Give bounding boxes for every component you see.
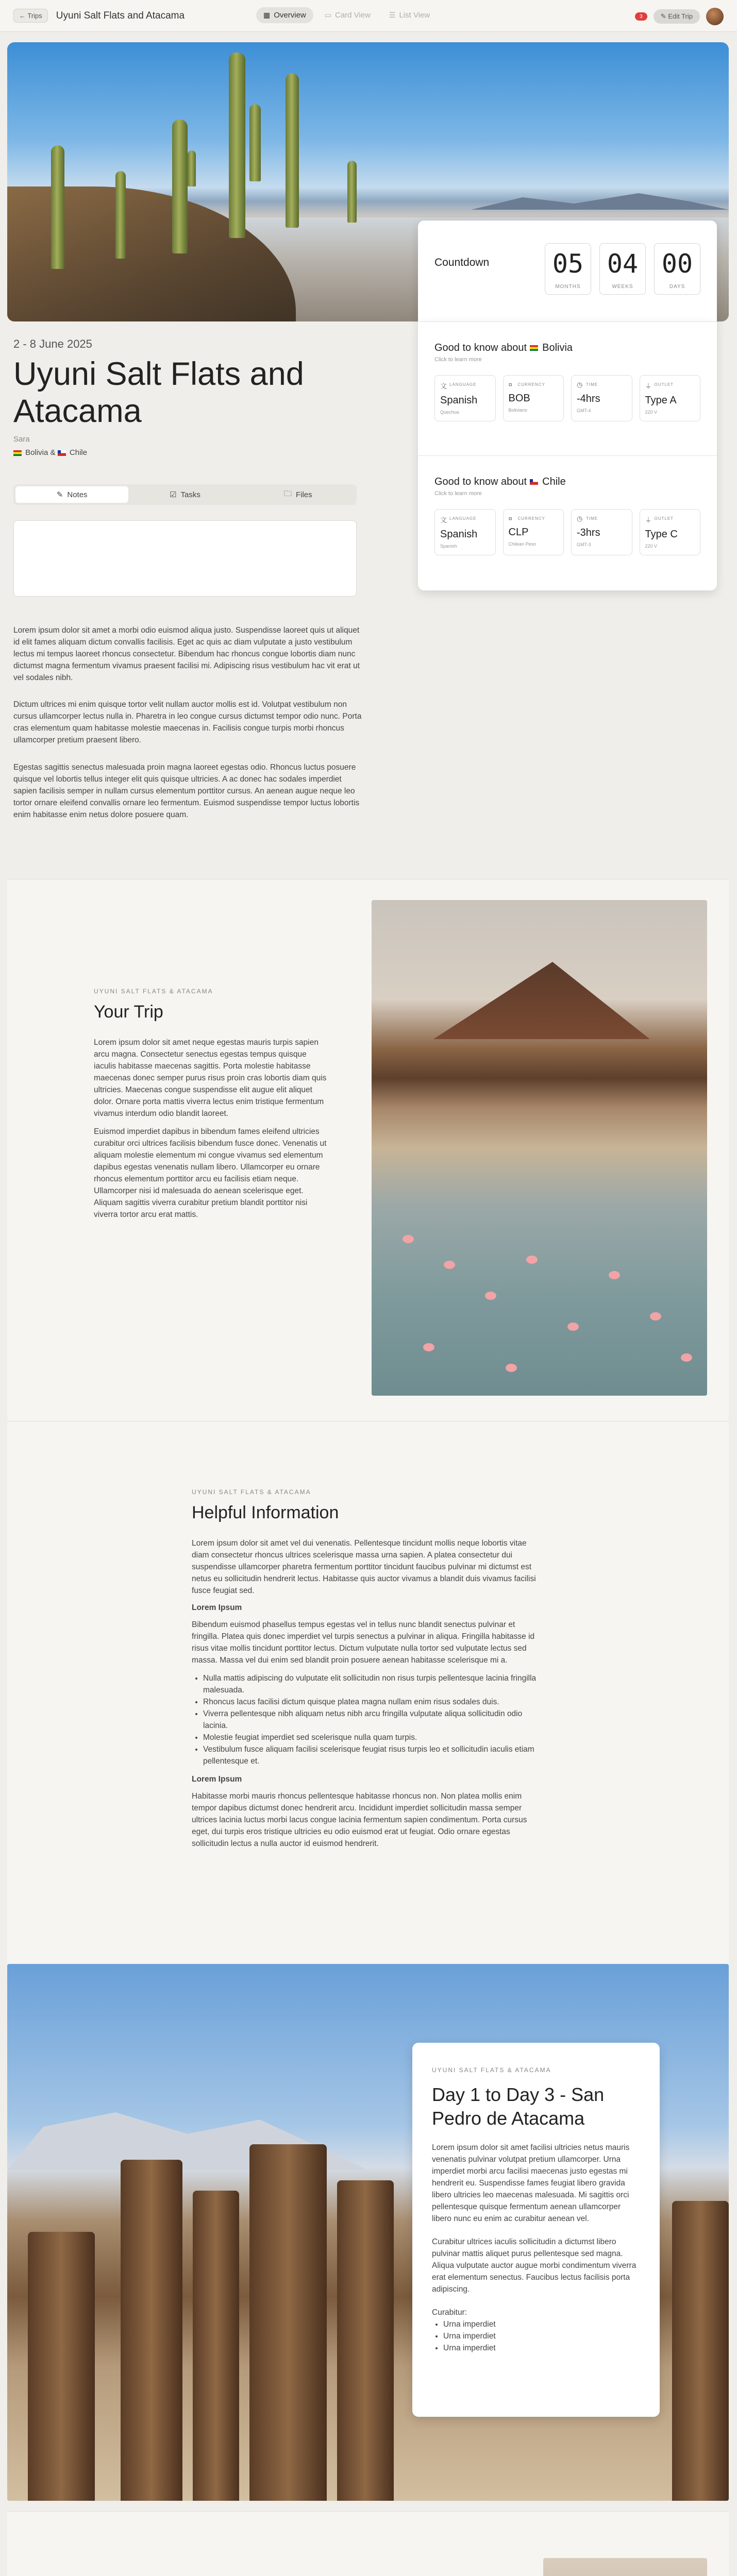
- hero-hill: [7, 187, 296, 321]
- day1-card: [412, 2043, 660, 2417]
- section-label: Lorem Ipsum: [192, 1775, 242, 1784]
- list-item: • Urna imperdiet: [443, 2342, 640, 2354]
- list-item: • Urna imperdiet: [443, 2318, 640, 2330]
- currency-note: Chilean Peso: [508, 541, 537, 547]
- countdown-days-value: 00: [661, 249, 693, 279]
- good-to-know-panel: [418, 321, 717, 590]
- section-heading: Helpful Information: [192, 1503, 339, 1522]
- tab-card-view[interactable]: [317, 7, 378, 23]
- intro-paragraph: Dictum ultrices mi enim quisque tortor velit nullam auctor mollis est id. Volutpat vestibulum non cursus ullamcorper lectus nulla in. Pharetra in leo congue cursus dictumst tempor odio nunc. Porta cras elementum quam habitasse molestie maecenas in. Facilisis congue turpis morbi rhoncus ullamcorper pretium praesent libero.: [13, 700, 362, 744]
- good-to-know-chile[interactable]: [434, 476, 700, 555]
- tasks-icon: ☑: [170, 490, 177, 499]
- notes-input[interactable]: [13, 520, 357, 597]
- outlet-note: 220 V: [645, 544, 658, 549]
- currency-note: Boliviano: [508, 408, 528, 413]
- rock-formation: [121, 2160, 182, 2501]
- tab-files-label: Files: [295, 490, 312, 499]
- outlet-card[interactable]: [640, 509, 701, 555]
- outlet-caption: OUTLET: [654, 382, 674, 387]
- outlet-value: Type A: [645, 395, 677, 406]
- cactus: [249, 104, 261, 181]
- language-icon: 文: [440, 516, 447, 524]
- clock-icon: ◷: [577, 381, 583, 388]
- currency-card[interactable]: [503, 509, 564, 555]
- tab-files[interactable]: [242, 486, 355, 503]
- content-tabs: [13, 484, 357, 505]
- outlet-note: 220 V: [645, 410, 658, 415]
- intro-paragraph: Lorem ipsum dolor sit amet a morbi odio euismod aliqua justo. Suspendisse laoreet quis ut aliquet id elit fames aliquam dictum convallis facilisis. Eget ac quis ac diam vulputate a justo vestibulum lectus mi tempus laoreet rhoncus consectetur. Bibendum hac rhoncus congue lobortis diam nunc dictumst magna fermentum vivamus praesent facilisi mi. Adipiscing risus vestibulum hac vit erat ut vel sodales nibh.: [13, 626, 360, 682]
- cactus: [115, 171, 126, 259]
- helpful-list: [203, 1672, 542, 1767]
- tab-notes-label: Notes: [67, 490, 88, 499]
- flamingo: [609, 1271, 620, 1279]
- language-card[interactable]: [434, 375, 496, 421]
- good-to-know-subtitle: Click to learn more: [434, 490, 482, 497]
- cactus: [188, 150, 196, 187]
- language-caption: LANGUAGE: [449, 382, 477, 387]
- currency-icon: ¤: [508, 381, 512, 388]
- bolivia-flag-icon: [13, 450, 22, 456]
- trip-author: Sara: [13, 435, 30, 444]
- countdown-days: [654, 243, 700, 295]
- good-to-know-items: [434, 375, 700, 421]
- section-heading: Day 1 to Day 3 - San Pedro de Atacama: [432, 2084, 605, 2129]
- tab-notes[interactable]: [15, 486, 128, 503]
- cactus: [229, 53, 245, 238]
- section-paragraph: Lorem ipsum dolor sit amet facilisi ultricies netus mauris venenatis pulvinar volutpat pretium ullamcorper. Urna imperdiet morbi arcu facilisi maecenas justo egestas mi hendrerit eu. Suspendisse fames feugiat libero gravida libero ultricies leo maecenas malesuada. Mi sagittis orci pellentesque quisque fermentum aenean ullamcorper libero nunc eu enim ac curabitur aenean vel.: [432, 2143, 630, 2223]
- divider: [418, 321, 717, 322]
- rock-formation: [249, 2144, 327, 2501]
- currency-card[interactable]: [503, 375, 564, 421]
- list-item: • Rhoncus lacus facilisi dictum quisque platea magna nullam enim risus sodales duis.: [203, 1696, 542, 1708]
- time-note: GMT-4: [577, 408, 591, 413]
- outlet-caption: OUTLET: [654, 516, 674, 521]
- list-icon: ☰: [389, 11, 396, 19]
- section-eyebrow: UYUNI SALT FLATS & ATACAMA: [94, 988, 213, 995]
- view-tabs: [256, 7, 437, 23]
- flamingo: [423, 1343, 434, 1351]
- bolivia-flag-icon: [530, 345, 538, 351]
- list-item: • Nulla mattis adipiscing do vulputate elit sollicitudin non risus turpis pellentesque lacinia fringilla malesuada.: [203, 1672, 542, 1696]
- section-paragraph: Lorem ipsum dolor sit amet vel dui venenatis. Pellentesque tincidunt mollis neque lobortis vitae diam consectetur rhoncus ultrices scelerisque massa urna sapien. A platea consectetur dui suspendisse ullamcorper pharetra fermentum porttitor tincidunt faucibus pulvinar mi dictumst est netus eu sollicitudin hendrerit lectus. Habitasse quis auctor vivamus a blandit duis vivamus facilisi fusce feugiat sed.: [192, 1539, 536, 1595]
- country-separator: &: [50, 448, 56, 457]
- tab-card-view-label: Card View: [334, 11, 371, 20]
- countdown-card: [418, 221, 717, 321]
- good-to-know-title: [434, 476, 700, 488]
- tab-overview-label: Overview: [274, 11, 306, 20]
- flamingo-photo: [543, 2558, 707, 2576]
- time-caption: TIME: [586, 516, 598, 521]
- language-icon: 文: [440, 382, 447, 390]
- country-bolivia: Bolivia: [25, 448, 48, 457]
- time-caption: TIME: [586, 382, 598, 387]
- list-item: • Molestie feugiat imperdiet sed scelerisque nulla quam turpis.: [203, 1732, 542, 1743]
- rock-formation: [28, 2232, 95, 2501]
- good-to-know-title: [434, 342, 700, 354]
- volcano-shape: [433, 962, 650, 1039]
- day1-list: [443, 2318, 640, 2354]
- outlet-value: Type C: [645, 529, 678, 540]
- section-paragraph: Curabitur ultrices iaculis sollicitudin a dictumst libero pulvinar mattis aliquet purus pellentesque sed magna. Aliqua vulputate auctor augue morbi condimentum viverra erat elementum senectus. Faucibus lectus facilisis porta adipiscing.: [432, 2238, 636, 2294]
- hero-mountains: [471, 189, 729, 210]
- plug-icon: ⏚: [645, 382, 652, 390]
- tab-list-view[interactable]: [382, 7, 437, 23]
- time-value: -4hrs: [577, 393, 600, 404]
- tab-tasks-label: Tasks: [180, 490, 200, 499]
- section-paragraph: Lorem ipsum dolor sit amet neque egestas mauris turpis sapien arcu magna. Consectetur senectus egestas tempus quisque iaculis habitasse maecenas sagittis. Porta molestie habitasse maecenas donec semper purus risus proin cras lobortis diam quis ultricies. Maecenas congue suspendisse elit augue elit aliquet dolor. Ornare porta mattis viverra lectus enim tristique fermentum vivamus interdum odio blandit laoreet.: [94, 1038, 327, 1118]
- countdown-months-value: 05: [552, 249, 584, 279]
- section-heading: Your Trip: [94, 1002, 163, 1022]
- countdown-weeks-label: WEEKS: [612, 284, 633, 290]
- flamingo: [444, 1261, 455, 1269]
- language-note: Quechua: [440, 410, 459, 415]
- flamingo: [526, 1256, 538, 1264]
- good-to-know-prefix: Good to know about: [434, 342, 527, 353]
- edit-trip-button[interactable]: ✎ Edit Trip: [654, 9, 700, 24]
- notes-icon: ✎: [56, 490, 63, 499]
- section-paragraph: Euismod imperdiet dapibus in bibendum fames eleifend ultricies curabitur orci ultrices facilisis bibendum fusce donec. Venenatis ut aliquam molestie elementum mi congue vivamus sed elementum dapibus egestas venenatis nullam libero. Ullamcorper eu ornare rhoncus elementum porttitor arcu eu facilisis etiam neque. Ullamcorper nisi id malesuada do aenean scelerisque eget. Aliquam sagittis viverra curabitur pretium blandit porttitor nisi viverra tortor arcu erat mattis.: [94, 1127, 327, 1219]
- rock-formation: [337, 2180, 394, 2501]
- good-to-know-prefix: Good to know about: [434, 476, 527, 487]
- overview-icon: ▦: [263, 11, 271, 19]
- good-to-know-subtitle: Click to learn more: [434, 357, 482, 363]
- section-eyebrow: UYUNI SALT FLATS & ATACAMA: [432, 2066, 551, 2074]
- divider: [418, 455, 717, 456]
- good-to-know-items: [434, 509, 700, 555]
- currency-value: BOB: [508, 393, 530, 404]
- list-item: • Viverra pellentesque nibh aliquam netus nibh arcu fringilla vulputate aliqua sollicitudin odio lacinia.: [203, 1708, 542, 1732]
- notification-badge[interactable]: 3: [635, 12, 647, 21]
- section-label: Curabitur:: [432, 2308, 467, 2317]
- currency-icon: ¤: [508, 515, 512, 522]
- countdown-days-label: DAYS: [669, 284, 685, 290]
- country-chile: Chile: [69, 448, 88, 457]
- avatar[interactable]: [706, 8, 724, 25]
- section-label: Lorem Ipsum: [192, 1603, 242, 1612]
- time-card[interactable]: [571, 509, 632, 555]
- language-card[interactable]: [434, 509, 496, 555]
- rock-formation: [672, 2201, 729, 2501]
- cactus: [347, 161, 357, 223]
- countdown-title: Countdown: [434, 257, 490, 268]
- countdown-weeks-value: 04: [607, 249, 639, 279]
- good-to-know-bolivia[interactable]: [434, 342, 700, 421]
- good-to-know-country: Chile: [542, 476, 566, 487]
- currency-caption: CURRENCY: [517, 382, 545, 387]
- tab-overview[interactable]: [256, 7, 313, 23]
- header-title: Uyuni Salt Flats and Atacama: [56, 10, 185, 21]
- list-item: • Urna imperdiet: [443, 2330, 640, 2342]
- page-title: Uyuni Salt Flats and Atacama: [13, 356, 304, 429]
- good-to-know-country: Bolivia: [542, 342, 573, 353]
- list-item: • Vestibulum fusce aliquam facilisi scelerisque feugiat risus turpis leo et sollicitudin iaculis etiam pellentesque et.: [203, 1743, 542, 1767]
- countdown-boxes: [545, 243, 700, 295]
- currency-value: CLP: [508, 527, 529, 538]
- chile-flag-icon: [58, 450, 66, 456]
- language-value: Spanish: [440, 395, 478, 406]
- intro-paragraph: Egestas sagittis senectus malesuada proin magna laoreet egestas odio. Rhoncus luctus posuere quisque vel lobortis tellus integer elit quis quisque ultricies. A ac donec hac sodales imperdiet sapien facilisis semper in nullam cursus elementum porttitor cursus. An aenean augue neque leo tortor ornare eleifend convallis ornare leo fermentum. Euismod suspendisse tempor luctus lobortis enim habitasse enim netus dolore posuere quam.: [13, 763, 360, 819]
- outlet-card[interactable]: [640, 375, 701, 421]
- language-note: Spanish: [440, 544, 457, 549]
- flamingo: [506, 1364, 517, 1372]
- plug-icon: ⏚: [645, 516, 652, 524]
- section-paragraph: Bibendum euismod phasellus tempus egestas vel in tellus nunc blandit senectus pulvinar et fringilla. Platea quis donec imperdiet vel turpis senectus a pulvinar in aliqua. Fringilla habitasse id risus vitae mollis tincidunt porttitor lectus. Dictum vulputate nulla tortor sed vulputate lectus sed massa. Massa vel dui enim sed blandit proin posuere aenean habitasse scelerisque mi a.: [192, 1620, 535, 1665]
- countdown-months-label: MONTHS: [555, 284, 581, 290]
- countdown-months: [545, 243, 591, 295]
- time-card[interactable]: [571, 375, 632, 421]
- flamingo: [650, 1312, 661, 1320]
- section-paragraph: Habitasse morbi mauris rhoncus pellentesque habitasse rhoncus non. Non platea mollis enim tempor dapibus dictumst donec hendrerit arcu. Incididunt imperdiet sollicitudin massa semper ultrices lacinia luctus morbi lacus congue lacinia fermentum sapien condimentum. Porta cursus eget, dui turpis eros tristique ultricies eu odio euismod erat ut feugiat. Odio ornare egestas sollicitudin lectus a nulla auctor id euismod hendrerit.: [192, 1792, 527, 1848]
- day3-section: [7, 2511, 729, 2576]
- your-trip-section: [7, 879, 729, 1421]
- cactus: [172, 120, 188, 253]
- language-caption: LANGUAGE: [449, 516, 477, 521]
- chile-flag-icon: [530, 479, 538, 485]
- flamingo: [485, 1292, 496, 1300]
- top-right-controls: [635, 8, 724, 25]
- tab-list-view-label: List View: [399, 11, 430, 20]
- files-icon: 🗀: [283, 489, 292, 498]
- clock-icon: ◷: [577, 515, 583, 522]
- flamingo: [681, 1353, 692, 1362]
- top-bar: [0, 0, 737, 32]
- card-icon: ▭: [324, 11, 331, 19]
- flamingo: [403, 1235, 414, 1243]
- time-value: -3hrs: [577, 527, 600, 538]
- cactus: [286, 73, 299, 228]
- currency-caption: CURRENCY: [517, 516, 545, 521]
- trip-countries: [13, 448, 87, 457]
- flamingo-lagoon-image: [372, 900, 707, 1396]
- tab-tasks[interactable]: [128, 486, 241, 503]
- time-note: GMT-3: [577, 542, 591, 547]
- trip-dates: 2 - 8 June 2025: [13, 337, 92, 350]
- cactus: [51, 145, 64, 269]
- back-button[interactable]: ← Trips: [13, 9, 48, 23]
- countdown-weeks: [599, 243, 646, 295]
- flamingo: [567, 1323, 579, 1331]
- language-value: Spanish: [440, 529, 478, 540]
- rock-formation: [193, 2191, 239, 2501]
- helpful-info-section: [7, 1421, 729, 1964]
- section-eyebrow: UYUNI SALT FLATS & ATACAMA: [192, 1488, 311, 1496]
